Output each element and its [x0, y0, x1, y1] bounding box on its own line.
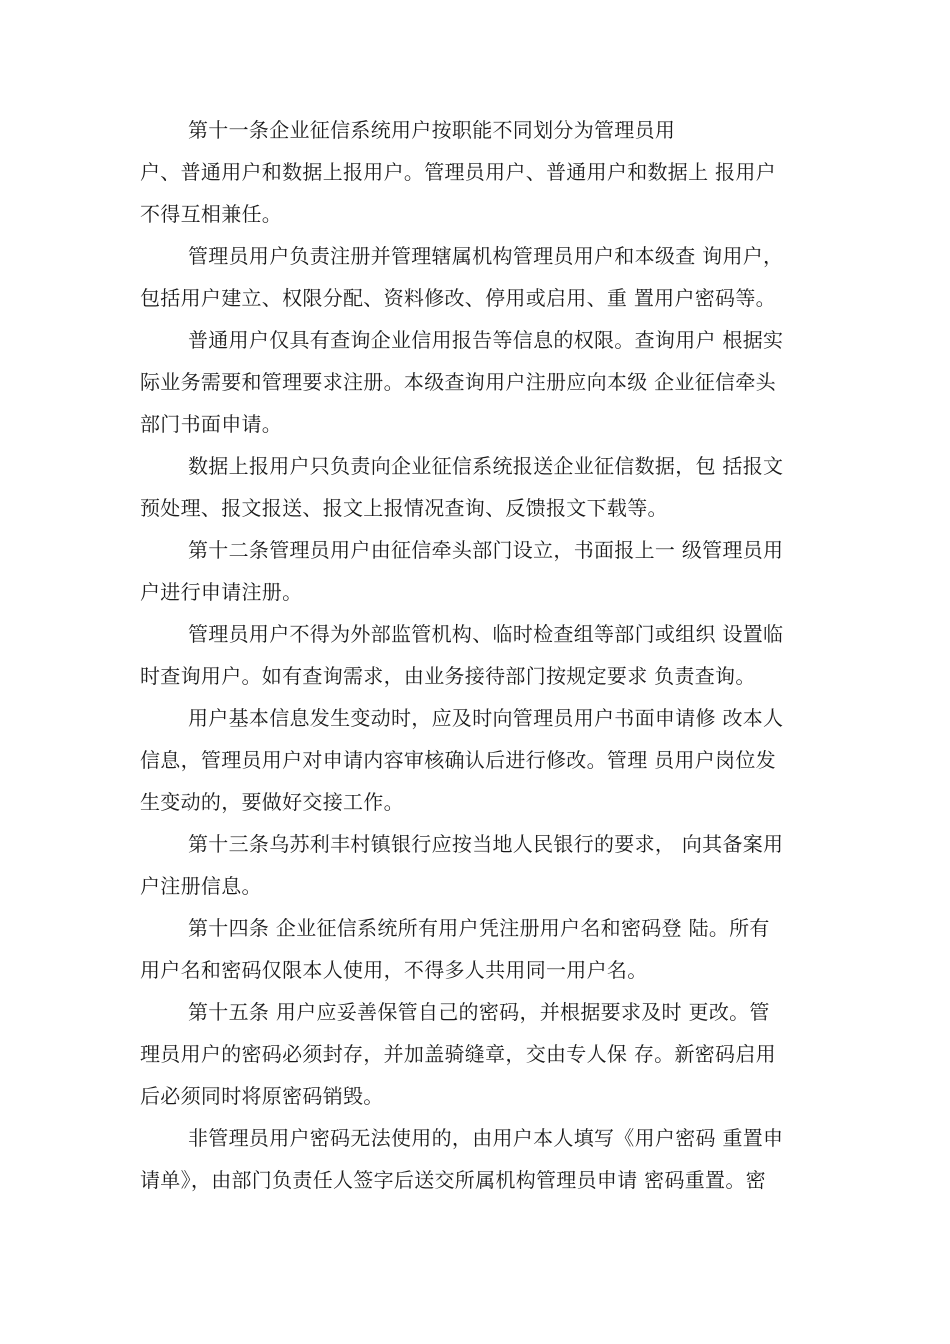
text-line: 生变动的，要做好交接工作。 — [140, 790, 404, 814]
text-line: 部门书面申请。 — [140, 412, 283, 436]
text-line: 信息，管理员用户对申请内容审核确认后进行修改。管理 员用户岗位发 — [140, 748, 776, 772]
text-line: 户、普通用户和数据上报用户。管理员用户、普通用户和数据上 报用户 — [140, 160, 776, 184]
text-line: 户进行申请注册。 — [140, 580, 303, 604]
text-line: 不得互相兼任。 — [140, 202, 283, 226]
text-line: 数据上报用户只负责向企业征信系统报送企业征信数据，包 括报文 — [188, 454, 784, 478]
text-line: 后必须同时将原密码销毁。 — [140, 1084, 384, 1108]
text-line: 用户基本信息发生变动时，应及时向管理员用户书面申请修 改本人 — [188, 706, 784, 730]
text-line: 第十一条企业征信系统用户按职能不同划分为管理员用 — [188, 118, 676, 142]
text-line: 请单》，由部门负责任人签字后送交所属机构管理员申请 密码重置。密 — [140, 1168, 766, 1192]
text-line: 第十五条 用户应妥善保管自己的密码，并根据要求及时 更改。管 — [188, 1000, 770, 1024]
text-line: 管理员用户不得为外部监管机构、临时检查组等部门或组织 设置临 — [188, 622, 784, 646]
text-line: 用户名和密码仅限本人使用，不得多人共用同一用户名。 — [140, 958, 648, 982]
text-line: 预处理、报文报送、报文上报情况查询、反馈报文下载等。 — [140, 496, 668, 520]
text-line: 理员用户的密码必须封存，并加盖骑缝章，交由专人保 存。新密码启用 — [140, 1042, 776, 1066]
text-line: 管理员用户负责注册并管理辖属机构管理员用户和本级查 询用户， — [188, 244, 784, 268]
text-line: 第十三条乌苏利丰村镇银行应按当地人民银行的要求， 向其备案用 — [188, 832, 784, 856]
text-line: 普通用户仅具有查询企业信用报告等信息的权限。查询用户 根据实 — [188, 328, 784, 352]
text-line: 非管理员用户密码无法使用的，由用户本人填写《用户密码 重置申 — [188, 1126, 784, 1150]
text-line: 时查询用户。如有查询需求，由业务接待部门按规定要求 负责查询。 — [140, 664, 756, 688]
text-line: 第十四条 企业征信系统所有用户凭注册用户名和密码登 陆。所有 — [188, 916, 770, 940]
text-line: 户注册信息。 — [140, 874, 262, 898]
text-line: 际业务需要和管理要求注册。本级查询用户注册应向本级 企业征信牵头 — [140, 370, 776, 394]
text-line: 包括用户建立、权限分配、资料修改、停用或启用、重 置用户密码等。 — [140, 286, 776, 310]
text-line: 第十二条管理员用户由征信牵头部门设立，书面报上一 级管理员用 — [188, 538, 784, 562]
